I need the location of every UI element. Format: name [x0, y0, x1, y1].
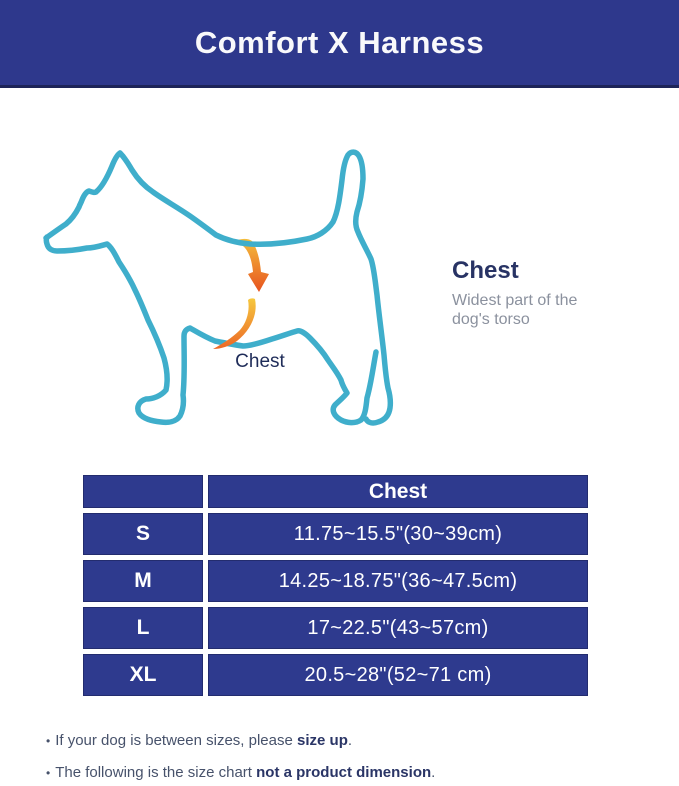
- dog-outline-icon: [46, 152, 390, 423]
- chest-value-xl: 20.5~28"(52~71 cm): [208, 654, 588, 696]
- size-label-xl: XL: [83, 654, 203, 696]
- note-bold-text: size up: [297, 732, 348, 749]
- callout-description-line2: dog's torso: [452, 311, 530, 328]
- note-bold-text: not a product dimension: [256, 764, 432, 781]
- table-column-header-chest: Chest: [208, 475, 588, 508]
- bullet-icon: •: [46, 766, 51, 780]
- callout-title: Chest: [452, 257, 519, 284]
- note-not-product-dimension: [46, 765, 646, 781]
- chest-value-m: 14.25~18.75"(36~47.5cm): [208, 560, 588, 602]
- chest-callout: [452, 257, 642, 329]
- note-text-suffix: .: [431, 764, 436, 781]
- callout-description-line1: Widest part of the: [452, 292, 578, 309]
- chest-value-l: 17~22.5"(43~57cm): [208, 607, 588, 649]
- table-corner-cell: [83, 475, 203, 508]
- note-text: If your dog is between sizes, please: [55, 732, 298, 749]
- page-title: Comfort X Harness: [194, 24, 485, 60]
- footer-notes: [46, 733, 646, 786]
- size-label-m: M: [83, 560, 203, 602]
- chest-value-s: 11.75~15.5"(30~39cm): [208, 513, 588, 555]
- note-text-suffix: .: [347, 732, 353, 749]
- size-chart-table: [83, 475, 588, 696]
- bullet-icon: •: [46, 734, 51, 748]
- note-text: The following is the size chart: [55, 764, 257, 781]
- measurement-diagram: [0, 90, 679, 475]
- title-banner: [0, 0, 679, 88]
- size-label-s: S: [83, 513, 203, 555]
- chest-band-label: Chest: [235, 351, 285, 372]
- size-label-l: L: [83, 607, 203, 649]
- note-size-up: [46, 733, 646, 749]
